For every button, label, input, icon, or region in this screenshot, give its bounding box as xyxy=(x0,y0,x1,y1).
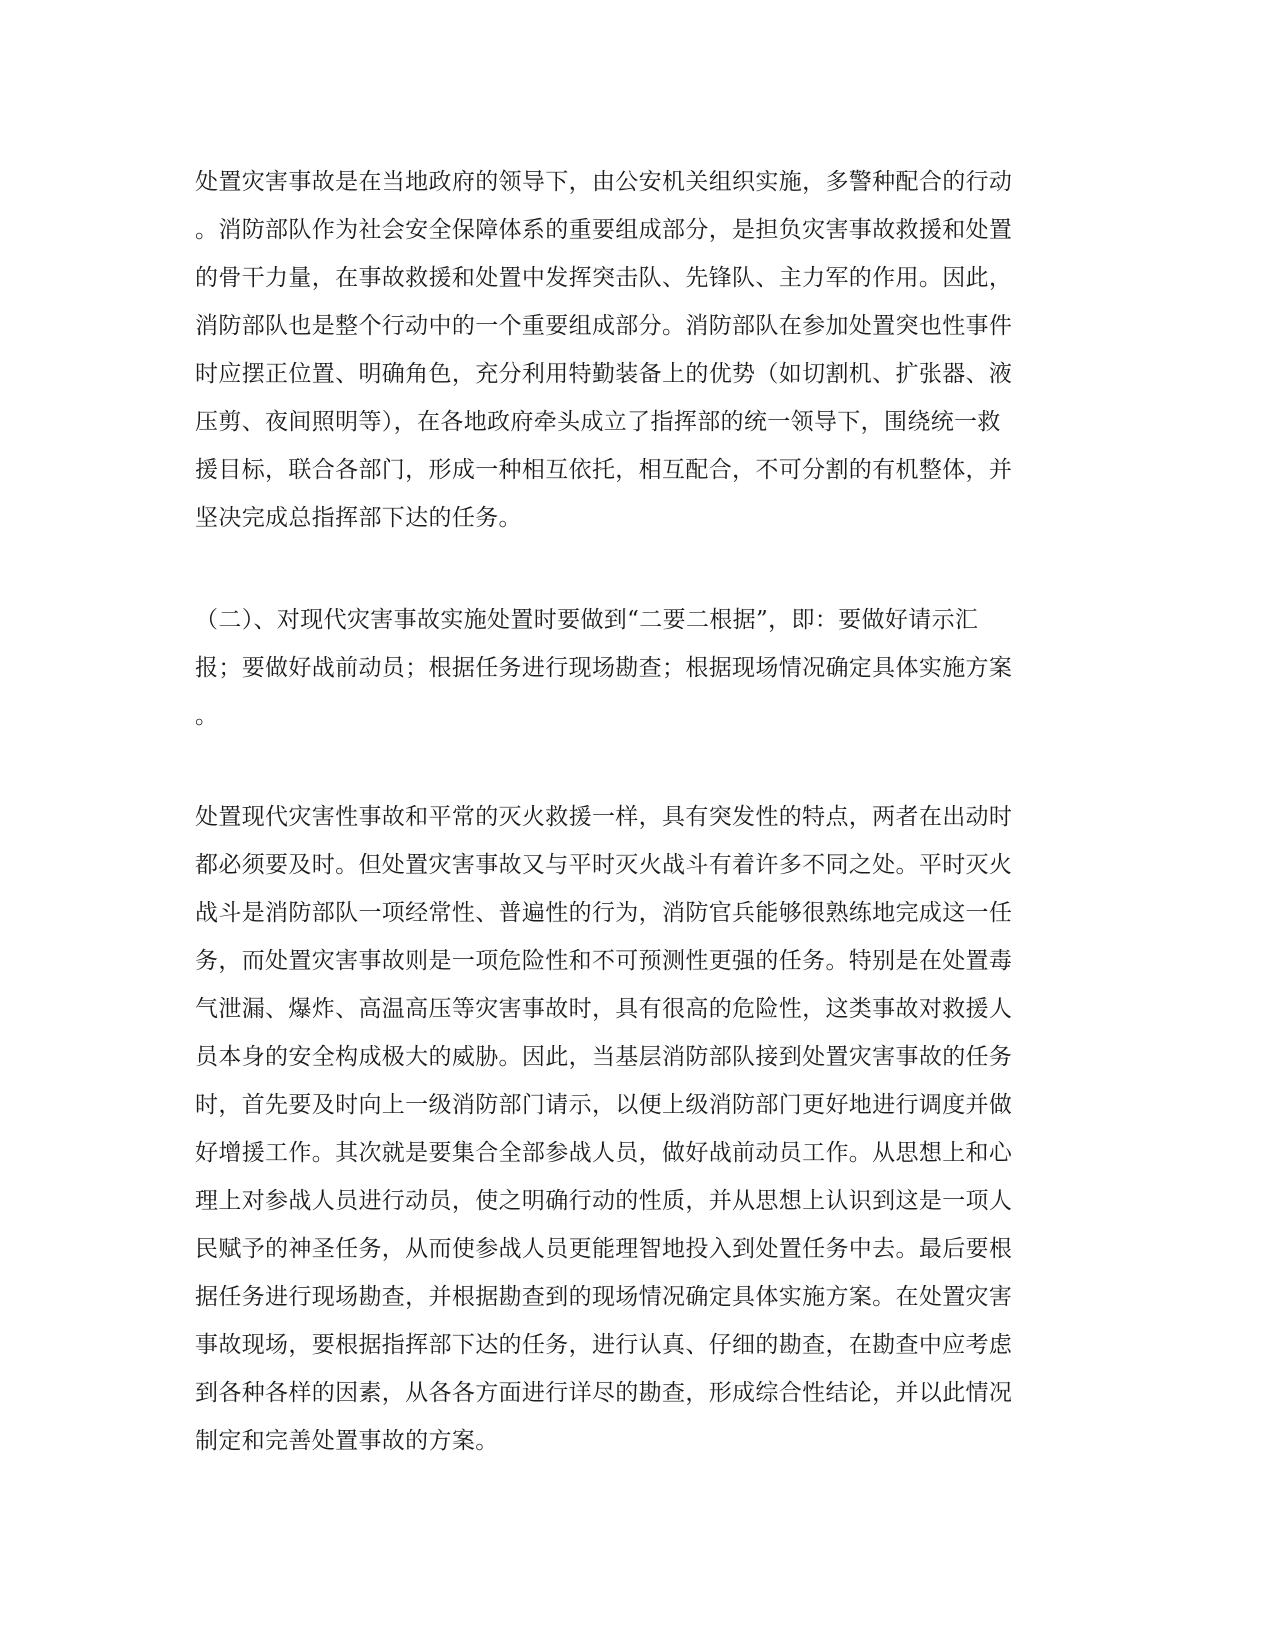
text-line: 务，而处置灾害事故则是一项危险性和不可预测性更强的任务。特别是在处置毒 xyxy=(195,948,1013,974)
text-line: 到各种各样的因素，从各各方面进行详尽的勘查，形成综合性结论，并以此情况 xyxy=(195,1380,1013,1406)
text-line: 报；要做好战前动员；根据任务进行现场勘查；根据现场情况确定具体实施方案 xyxy=(195,655,1013,681)
text-line: 事故现场，要根据指挥部下达的任务，进行认真、仔细的勘查，在勘查中应考虑 xyxy=(195,1332,1013,1358)
text-line: 时应摆正位置、明确角色，充分利用特勤装备上的优势（如切割机、扩张器、液 xyxy=(195,361,1013,387)
text-line: 战斗是消防部队一项经常性、普遍性的行为，消防官兵能够很熟练地完成这一任 xyxy=(195,900,1013,926)
text-line: 都必须要及时。但处置灾害事故又与平时灭火战斗有着许多不同之处。平时灭火 xyxy=(195,852,1013,878)
text-line: 坚决完成总指挥部下达的任务。 xyxy=(195,505,522,531)
text-line: 。消防部队作为社会安全保障体系的重要组成部分，是担负灾害事故救援和处置 xyxy=(195,217,1013,243)
paragraph-3 xyxy=(195,793,1075,1465)
text-line: 消防部队也是整个行动中的一个重要组成部分。消防部队在参加处置突也性事件 xyxy=(195,313,1013,339)
paragraph-1 xyxy=(195,158,1075,542)
text-line: 压剪、夜间照明等），在各地政府牵头成立了指挥部的统一领导下，围绕统一救 xyxy=(195,409,1001,435)
text-line: 员本身的安全构成极大的威胁。因此，当基层消防部队接到处置灾害事故的任务 xyxy=(195,1044,1013,1070)
text-line: 据任务进行现场勘查，并根据勘查到的现场情况确定具体实施方案。在处置灾害 xyxy=(195,1284,1013,1310)
paragraph-2 xyxy=(195,596,1075,740)
text-line: 制定和完善处置事故的方案。 xyxy=(195,1428,499,1454)
text-line: 。 xyxy=(195,703,219,729)
text-line: 处置现代灾害性事故和平常的灭火救援一样，具有突发性的特点，两者在出动时 xyxy=(195,804,1013,830)
text-line: 理上对参战人员进行动员，使之明确行动的性质，并从思想上认识到这是一项人 xyxy=(195,1188,1013,1214)
text-line: 民赋予的神圣任务，从而使参战人员更能理智地投入到处置任务中去。最后要根 xyxy=(195,1236,1013,1262)
text-line: 的骨干力量，在事故救援和处置中发挥突击队、先锋队、主力军的作用。因此， xyxy=(195,265,1013,291)
text-line: 处置灾害事故是在当地政府的领导下，由公安机关组织实施，多警种配合的行动 xyxy=(195,169,1013,195)
text-line: 好增援工作。其次就是要集合全部参战人员，做好战前动员工作。从思想上和心 xyxy=(195,1140,1013,1166)
text-line: 时，首先要及时向上一级消防部门请示，以便上级消防部门更好地进行调度并做 xyxy=(195,1092,1013,1118)
text-line: 援目标，联合各部门，形成一种相互依托，相互配合，不可分割的有机整体，并 xyxy=(195,457,1013,483)
text-line: 气泄漏、爆炸、高温高压等灾害事故时，具有很高的危险性，这类事故对救援人 xyxy=(195,996,1013,1022)
text-line: （二）、对现代灾害事故实施处置时要做到“二要二根据”，即：要做好请示汇 xyxy=(195,607,979,633)
